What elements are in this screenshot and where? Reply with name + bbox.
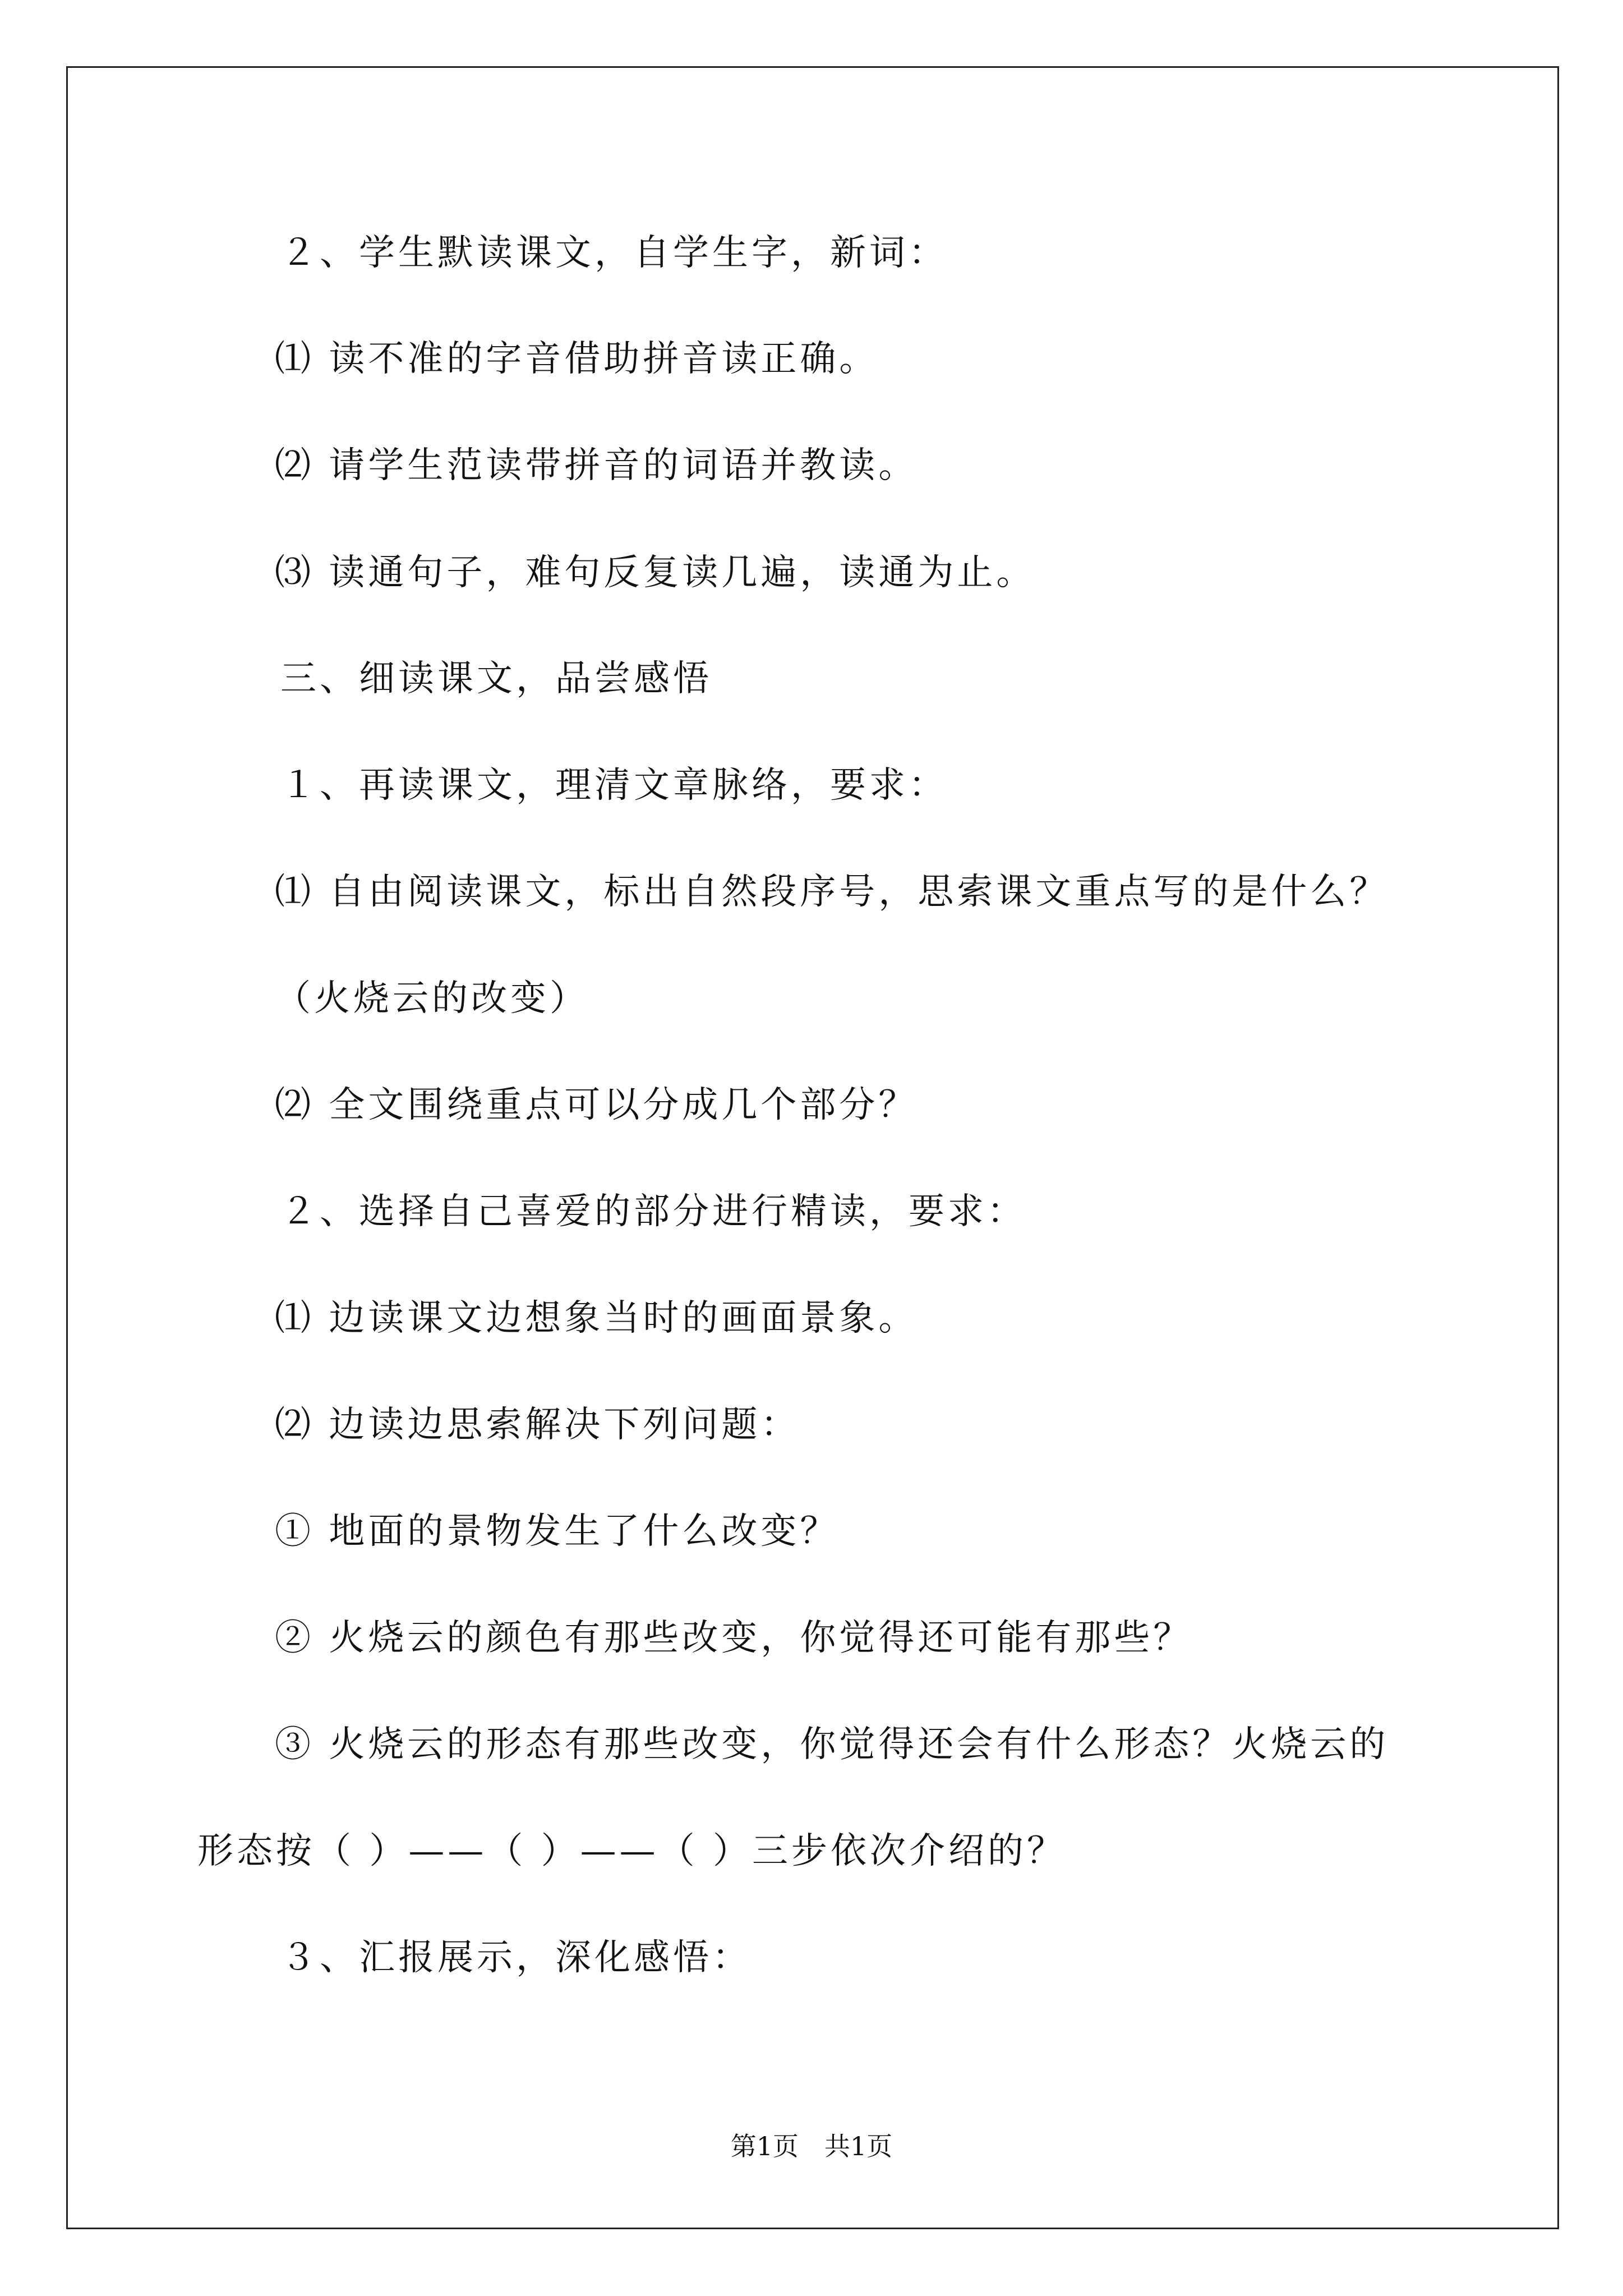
step-3-heading: ３、汇报展示，深化感悟：: [280, 1937, 751, 1978]
answer-note: （火烧云的改变）: [275, 978, 589, 1019]
question-3: ③ 火烧云的形态有那些改变，你觉得还会有什么形态？火烧云的: [275, 1724, 1389, 1765]
page-footer: 第1页 共1页: [730, 2131, 893, 2161]
list-item-2-questions: ⑵ 边读边思索解决下列问题：: [275, 1404, 800, 1446]
question-2: ② 火烧云的颜色有那些改变，你觉得还可能有那些？: [275, 1617, 1193, 1659]
question-3-continued: 形态按（ ）——（ ）——（ ）三步依次介绍的？: [197, 1830, 1067, 1872]
step-1-heading: １、再读课文，理清文章脉络，要求：: [280, 765, 948, 806]
list-item-1: ⑴ 读不准的字音借助拼音读正确。: [275, 338, 879, 380]
list-item-3: ⑶ 读通句子，难句反复读几遍，读通为止。: [275, 552, 1036, 593]
list-item-2: ⑵ 请学生范读带拼音的词语并教读。: [275, 445, 918, 486]
list-item-2-parts: ⑵ 全文围绕重点可以分成几个部分？: [275, 1084, 918, 1126]
list-item-1-imagine: ⑴ 边读课文边想象当时的画面景象。: [275, 1297, 918, 1339]
section-3-heading: 三、细读课文，品尝感悟: [280, 658, 712, 700]
step-2-heading: ２、学生默读课文，自学生字，新词：: [280, 232, 948, 274]
list-item-1-reading: ⑴ 自由阅读课文，标出自然段序号，思索课文重点写的是什么？: [275, 871, 1389, 913]
page-border: [66, 66, 1559, 2229]
step-2-selection-heading: ２、选择自己喜爱的部分进行精读，要求：: [280, 1191, 1026, 1232]
question-1: ① 地面的景物发生了什么改变？: [275, 1511, 840, 1552]
